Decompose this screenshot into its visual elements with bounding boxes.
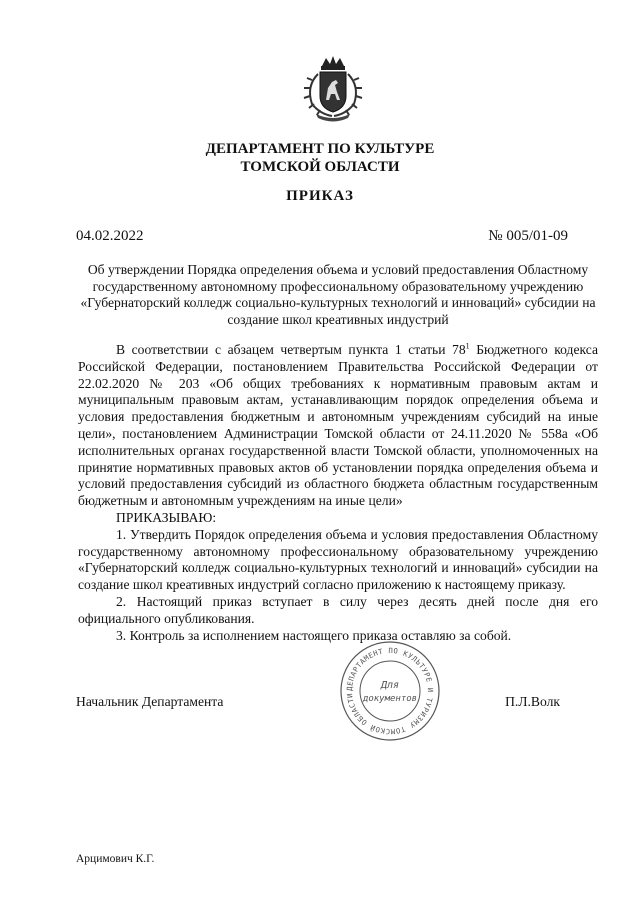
department-stamp-seal: [339, 640, 441, 742]
order-item-1: 1. Утвердить Порядок определения объема и условия предоставления Областному государственному автономному профессиональному образовательному учреждению «Губернаторский колледж социально-культурных технологий и инноваций» субсидии на создание школ креативных индустрий согласно приложению к настоящему приказу.: [78, 526, 598, 593]
order-body: [78, 342, 598, 644]
preamble-text-start: В соответствии с абзацем четвертым пункта 1 статьи 78: [116, 342, 466, 357]
document-type-title: ПРИКАЗ: [286, 188, 354, 204]
signatory-position: Начальник Департамента: [76, 694, 224, 709]
tomsk-coat-of-arms-icon: [296, 52, 370, 126]
order-number: № 005/01-09: [488, 228, 568, 244]
order-date: 04.02.2022: [76, 228, 144, 244]
preamble-text-end: Бюджетного кодекса Российской Федерации, постановлением Правительства Российской Федерации от 22.02.2020 № 203 «Об общих требованиях к нормативным правовым актам и муниципальным правовым актам, устанавливающим порядок определения объема и условия предоставления бюджетным и автономным учреждениям субсидий на иные цели», постановлением Администрации Томской области от 24.11.2020 № 558а «Об исполнительных органах государственной власти Томской области, уполномоченных на принятие нормативных правовых актов об установлении порядка определения объема и условий предоставления субсидий из областного бюджета областным государственным бюджетным и автономным учреждениям на иные цели»: [78, 342, 598, 509]
stamp-ring-text: ДЕПАРТАМЕНТ ПО КУЛЬТУРЕ И ТУРИЗМУ ТОМСКОЙ ОБЛАСТИ: [344, 645, 436, 737]
order-item-2: 2. Настоящий приказ вступает в силу через десять дней после дня его официального опубликования.: [78, 593, 598, 626]
svg-text:ДЕПАРТАМЕНТ ПО КУЛЬТУРЕ И ТУРИ: [345, 646, 435, 736]
stamp-center-line2: документов: [362, 694, 418, 704]
order-item-3: 3. Контроль за исполнением настоящего приказа оставляю за собой.: [116, 627, 512, 643]
preamble-superscript: 1: [465, 341, 470, 351]
stamp-center-line1: Для: [380, 680, 400, 691]
signatory-name: П.Л.Волк: [505, 694, 560, 709]
document-author: Арцимович К.Г.: [76, 853, 155, 865]
department-name-line1: ДЕПАРТАМЕНТ ПО КУЛЬТУРЕ: [205, 141, 435, 157]
department-name-line2: ТОМСКОЙ ОБЛАСТИ: [240, 159, 400, 175]
order-word: ПРИКАЗЫВАЮ:: [116, 509, 217, 525]
order-subject: Об утверждении Порядка определения объема и условий предоставления Областному государственному автономному профессиональному образовательному учреждению «Губернаторский колледж социально-культурных технологий и инноваций» субсидии на создание школ креативных индустрий: [80, 262, 596, 327]
preamble-paragraph: [78, 342, 598, 510]
